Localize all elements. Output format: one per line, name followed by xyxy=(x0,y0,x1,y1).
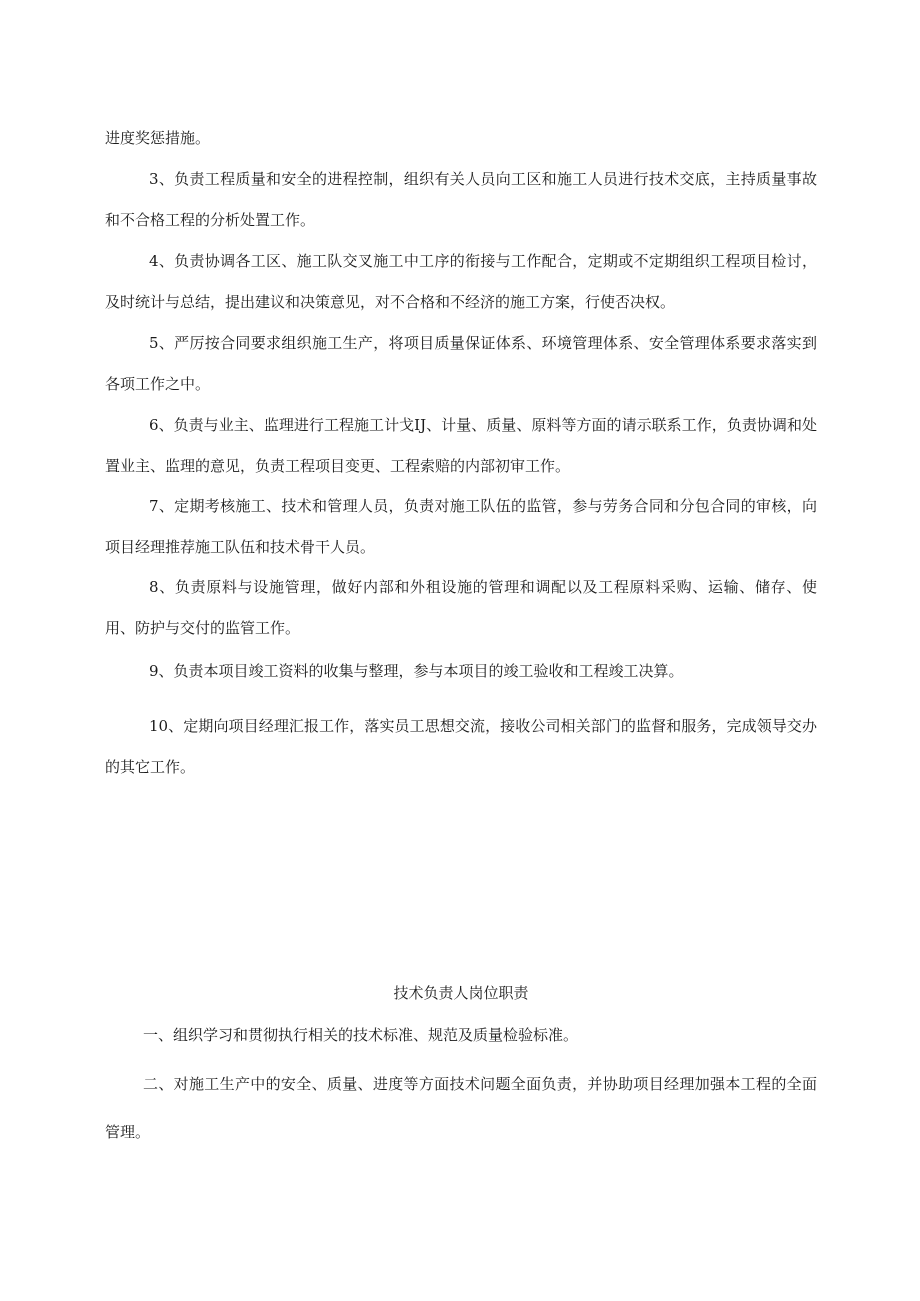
continuation-text: 进度奖惩措施。 xyxy=(105,129,211,147)
duty-item-3: 3、负责工程质量和安全的进程控制，组织有关人员向工区和施工人员进行技术交底，主持质量事故和不合格工程的分析处置工作。 xyxy=(105,170,817,229)
duty-item-8: 8、负责原料与设施管理，做好内部和外租设施的管理和调配以及工程原料采购、运输、储存、使用、防护与交付的监管工作。 xyxy=(105,578,817,637)
duty-item-10: 10、定期向项目经理汇报工作，落实员工思想交流，接收公司相关部门的监督和服务，完成领导交办的其它工作。 xyxy=(105,717,817,776)
duty-item-7: 7、定期考核施工、技术和管理人员，负责对施工队伍的监管，参与劳务合同和分包合同的审核，向项目经理推荐施工队伍和技术骨干人员。 xyxy=(105,497,817,556)
duty-item-4: 4、负责协调各工区、施工队交叉施工中工序的衔接与工作配合，定期或不定期组织工程项目检讨，及时统计与总结，提出建议和决策意见，对不合格和不经济的施工方案，行使否决权。 xyxy=(105,252,817,311)
section-title: 技术负责人岗位职责 xyxy=(393,984,529,1002)
section-item-2: 二、对施工生产中的安全、质量、进度等方面技术问题全面负责，并协助项目经理加强本工程的全面管理。 xyxy=(105,1075,817,1141)
duty-item-5: 5、严厉按合同要求组织施工生产，将项目质量保证体系、环境管理体系、安全管理体系要求落实到各项工作之中。 xyxy=(105,334,817,393)
section-item-1: 一、组织学习和贯彻执行相关的技术标准、规范及质量检验标准。 xyxy=(143,1026,579,1044)
duty-item-6: 6、负责与业主、监理进行工程施工计戈IJ、计量、质量、原料等方面的请示联系工作，负责协调和处置业主、监理的意见，负责工程项目变更、工程索赔的内部初审工作。 xyxy=(105,416,817,475)
duty-item-9: 9、负责本项目竣工资料的收集与整理，参与本项目的竣工验收和工程竣工决算。 xyxy=(149,662,684,680)
